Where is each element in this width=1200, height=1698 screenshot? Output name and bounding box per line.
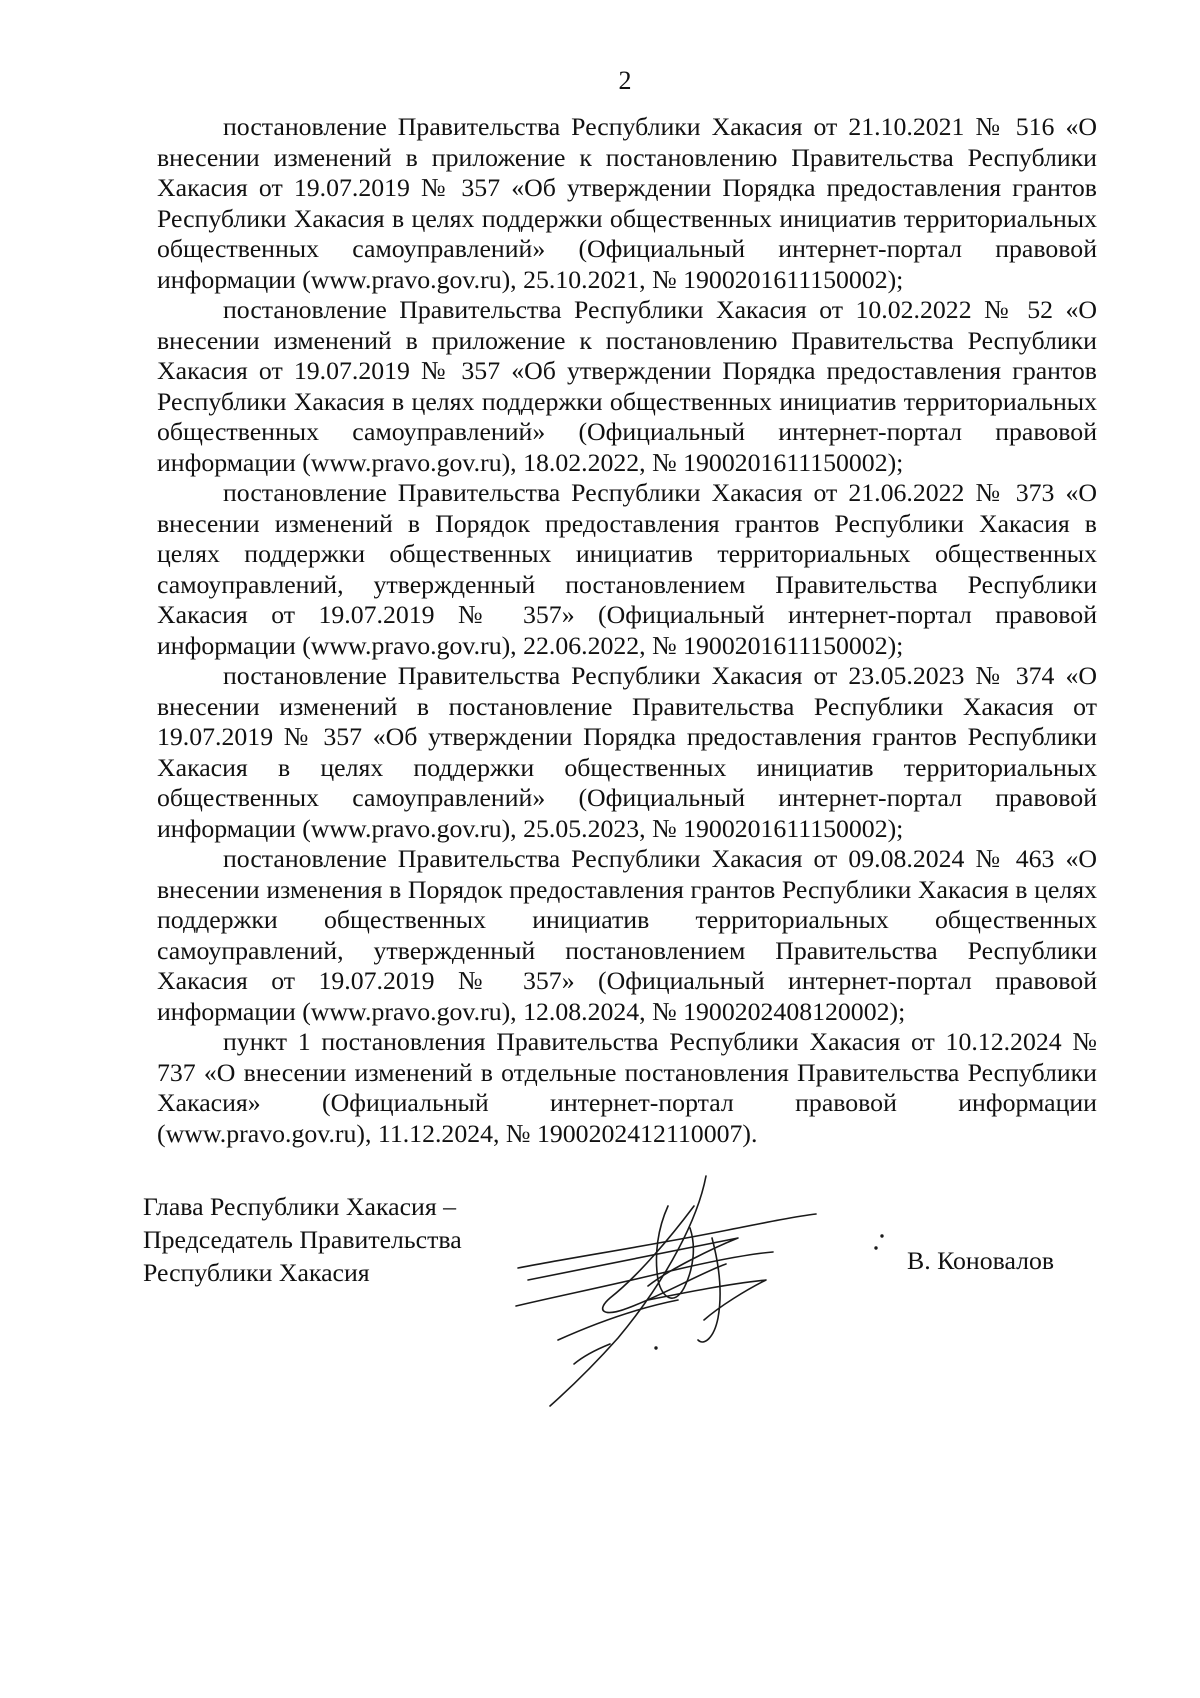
document-body [157,112,1097,1149]
signatory-title-line-3: Республики Хакасия [143,1258,370,1287]
signatory-title [143,1190,503,1289]
page-number: 2 [618,66,632,95]
list-item-resolution-374: постановление Правительства Республики Хакасия от 23.05.2023 № 374 «О внесении изменений в постановление Правительства Республики Хакасия от 19.07.2019 № 357 «Об утверждении Порядка предоставления грантов Республики Хакасия в целях поддержки общественных инициатив территориальных общественных самоуправлений» (Официальный интернет-портал правовой информации (www.pravo.gov.ru), 25.05.2023, № 1900201611150002); [157,661,1097,843]
list-item-resolution-737: пункт 1 постановления Правительства Республики Хакасия от 10.12.2024 № 737 «О внесении изменений в отдельные постановления Правительства Республики Хакасия» (Официальный интернет-портал правовой информации (www.pravo.gov.ru), 11.12.2024, № 1900202412110007). [157,1027,1097,1148]
list-item-resolution-463: постановление Правительства Республики Хакасия от 09.08.2024 № 463 «О внесении изменения в Порядок предоставления грантов Республики Хакасия в целях поддержки общественных инициатив территориальных общественных самоуправлений, утвержденный постановлением Правительства Республики Хакасия от 19.07.2019 № 357» (Официальный интернет-портал правовой информации (www.pravo.gov.ru), 12.08.2024, № 1900202408120002); [157,844,1097,1026]
signatory-title-line-2: Председатель Правительства [143,1225,462,1254]
list-item-resolution-52: постановление Правительства Республики Хакасия от 10.02.2022 № 52 «О внесении изменений в приложение к постановлению Правительства Республики Хакасия от 19.07.2019 № 357 «Об утверждении Порядка предоставления грантов Республики Хакасия в целях поддержки общественных инициатив территориальных общественных самоуправлений» (Официальный интернет-портал правовой информации (www.pravo.gov.ru), 18.02.2022, № 1900201611150002); [157,295,1097,477]
signatory-title-line-1: Глава Республики Хакасия – [143,1192,457,1221]
list-item-resolution-373: постановление Правительства Республики Хакасия от 21.06.2022 № 373 «О внесении изменений в Порядок предоставления грантов Республики Хакасия в целях поддержки общественных инициатив территориальных общественных самоуправлений, утвержденный постановлением Правительства Республики Хакасия от 19.07.2019 № 357» (Официальный интернет-портал правовой информации (www.pravo.gov.ru), 22.06.2022, № 1900201611150002); [157,478,1097,660]
signer-name: В. Коновалов [907,1246,1055,1275]
handwritten-signature-icon [498,1168,888,1408]
list-item-resolution-516: постановление Правительства Республики Хакасия от 21.10.2021 № 516 «О внесении изменений в приложение к постановлению Правительства Республики Хакасия от 19.07.2019 № 357 «Об утверждении Порядка предоставления грантов Республики Хакасия в целях поддержки общественных инициатив территориальных общественных самоуправлений» (Официальный интернет-портал правовой информации (www.pravo.gov.ru), 25.10.2021, № 1900201611150002); [157,112,1097,294]
